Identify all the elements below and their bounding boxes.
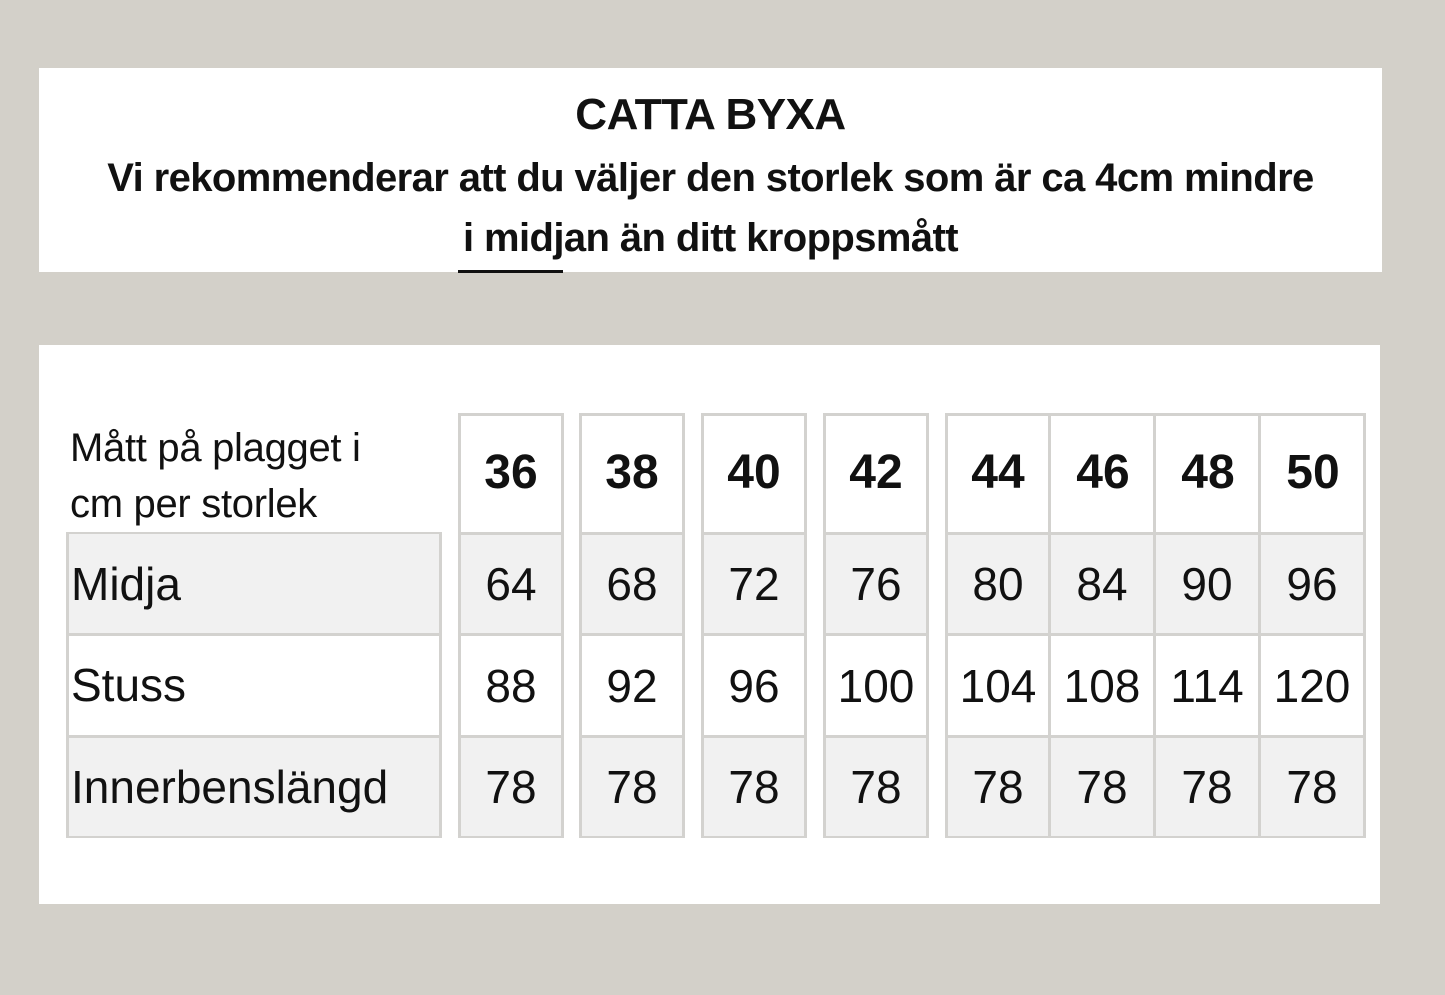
measurement-cell: 114 [1170,659,1244,712]
caption-line-2: cm per storlek [70,482,317,526]
measurement-cell: 96 [1261,535,1363,633]
row-divider [66,633,442,636]
recommendation-line-2: i midjan än ditt kroppsmått [463,216,958,260]
size-recommendation [39,148,1382,268]
size-header: 50 [1286,446,1340,499]
size-header: 46 [1076,446,1130,499]
measurement-cell: 78 [1156,738,1258,836]
size-header: 38 [605,446,659,499]
size-header: 42 [849,446,903,499]
measurement-cell: 120 [1273,659,1351,712]
measurement-cell: 78 [1051,738,1153,836]
measurement-cell: 96 [728,659,780,712]
row-divider [66,735,442,738]
row-label: Stuss [71,659,187,711]
header-panel [39,68,1382,272]
measurement-cell: 92 [606,659,658,712]
measurement-cell: 64 [461,535,561,633]
table-caption [70,420,440,532]
measurement-cell: 78 [582,738,682,836]
measurement-cell: 84 [1051,535,1153,633]
size-header: 44 [971,446,1025,499]
measurement-cell: 78 [948,738,1048,836]
size-header: 48 [1181,446,1235,499]
row-label: Midja [69,534,439,633]
measurement-cell: 78 [826,738,926,836]
page-title: CATTA BYXA [575,90,846,139]
size-header: 36 [484,446,538,499]
measurement-cell: 78 [461,738,561,836]
measurement-cell: 104 [959,659,1037,712]
measurement-cell: 78 [704,738,804,836]
caption-line-1: Mått på plagget i [70,426,361,470]
measurement-cell: 88 [485,659,537,712]
row-label: Innerbenslängd [69,737,439,836]
measurement-cell: 108 [1063,659,1141,712]
measurement-cell: 80 [948,535,1048,633]
measurement-cell: 90 [1156,535,1258,633]
measurement-cell: 72 [704,535,804,633]
measurement-cell: 68 [582,535,682,633]
recommendation-line-1: Vi rekommenderar att du väljer den storlek som är ca 4cm mindre [107,156,1314,200]
underline-mark [458,270,563,273]
size-header: 40 [727,446,781,499]
measurement-cell: 78 [1261,738,1363,836]
measurement-cell: 76 [826,535,926,633]
measurement-cell: 100 [837,659,915,712]
